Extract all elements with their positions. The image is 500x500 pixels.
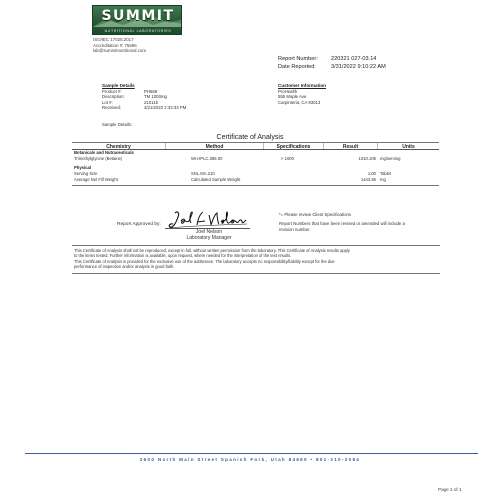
date-reported: 3/31/2022 9:10:22 AM (331, 63, 386, 70)
revision-note: Report Numbers that have been revised or amended will include a revision number. (279, 221, 405, 232)
received-value: 3/21/2022 2:33:33 PM (144, 105, 187, 111)
cell-units: mg (380, 177, 386, 182)
customer-street: 555 Maple Ave (278, 94, 307, 100)
footer-rule (25, 453, 478, 454)
results-table (72, 142, 439, 186)
cell-method: SNL.MA.210 (191, 170, 215, 176)
description-key: Description: (102, 94, 125, 100)
cell-units: Tablet (380, 170, 392, 176)
product-key: Product #: (102, 89, 122, 94)
signatory (166, 229, 252, 241)
customer-name: ProHealth (278, 89, 298, 94)
sample-details-notes-label: Sample Details: (102, 122, 133, 127)
report-meta (278, 56, 386, 71)
cell-result: 1010.105 (358, 156, 376, 161)
table-header (72, 142, 439, 150)
table-row (72, 156, 439, 163)
logo-wordmark: SUMMIT (101, 8, 175, 24)
disclaimer-line: performance of inspection and/or analysis in good faith. (74, 264, 175, 270)
cell-chemistry: Average Net Fill Weight (74, 177, 118, 182)
report-number-label: Report Number: (278, 56, 318, 62)
disclaimer-line: This Certificate of Analysis is provided for the exclusive use of the addressee. The laboratory accepts no responsibility/liability except for the due (74, 258, 335, 264)
cell-result: 1443.95 (360, 177, 376, 182)
iso-line: ISO/IEC 17025:2017 (93, 37, 134, 42)
customer-address (278, 89, 320, 105)
disclaimer (72, 245, 440, 274)
cell-chemistry: Trimethylglycine (Betaine) (74, 156, 123, 161)
footer-address: 2600 North Main Street Spanish Fork, Utah 84660 • 801-210-2084 (139, 457, 361, 462)
accreditation-line: Accreditation #: 75696 (93, 42, 137, 48)
section-physical: Physical (74, 164, 91, 170)
header-specifications: Specifications (264, 143, 324, 149)
signatory-title: Laboratory Manager (186, 235, 232, 241)
table-bottom-rule (72, 185, 439, 186)
sample-details-title: Sample Details (102, 83, 135, 88)
logo-subtitle: NUTRITIONAL LABORATORIES (104, 29, 172, 33)
cell-method: Calculated Sample Weight (191, 177, 241, 182)
summit-logo (92, 5, 182, 35)
product-value: PH568 (144, 89, 158, 94)
received-key: Received: (102, 105, 122, 111)
table-row (72, 177, 439, 184)
lab-email: lab@summitnutritional.com (93, 48, 147, 54)
certificate-title: Certificate of Analysis (216, 134, 284, 141)
date-reported-label: Date Reported: (278, 63, 316, 70)
header-units: Units (402, 144, 415, 150)
header-method: Method (166, 143, 264, 149)
description-value: TM 1000mg (144, 94, 167, 100)
lot-key: Lot #: (102, 99, 113, 105)
cell-result: 1.00 (367, 170, 376, 176)
customer-city: Carpinteria, CA 93013 (278, 99, 321, 105)
report-number: 220321 027-03.14 (331, 56, 377, 62)
customer-info-title: Customer Information (278, 83, 326, 88)
lot-value: 210115 (144, 99, 159, 105)
disclaimer-line: to the items tested. Further information is available, upon request, where needed for the interpretation of the test results. (74, 253, 292, 259)
section-botanicals: Botanicals and Nutraceuticals (74, 150, 134, 155)
cell-chemistry: Serving Size (74, 170, 98, 176)
signatory-name: Joel Nelson (195, 229, 223, 235)
cell-method: WI.HPLC.385.00 (191, 156, 223, 161)
disclaimer-line: This Certificate of Analysis shall not be reproduced, except in full, without written permission from the laboratory. This Certificate of Analysis results apply (74, 248, 350, 253)
cell-units: mg/serving (380, 156, 401, 161)
lab-info (93, 37, 146, 54)
client-spec-note: *= Please review Client Specifications (279, 212, 352, 217)
header-chemistry: Chemistry (72, 143, 166, 149)
sample-details-list (102, 89, 186, 111)
cell-spec: > 1000 (281, 156, 294, 161)
approval-notes (279, 212, 409, 236)
page-number: Page 1 of 1 (438, 487, 462, 492)
header-result: Result (324, 143, 378, 149)
approved-by-label: Report Approved by: (117, 222, 161, 227)
cell-spec (264, 177, 324, 184)
